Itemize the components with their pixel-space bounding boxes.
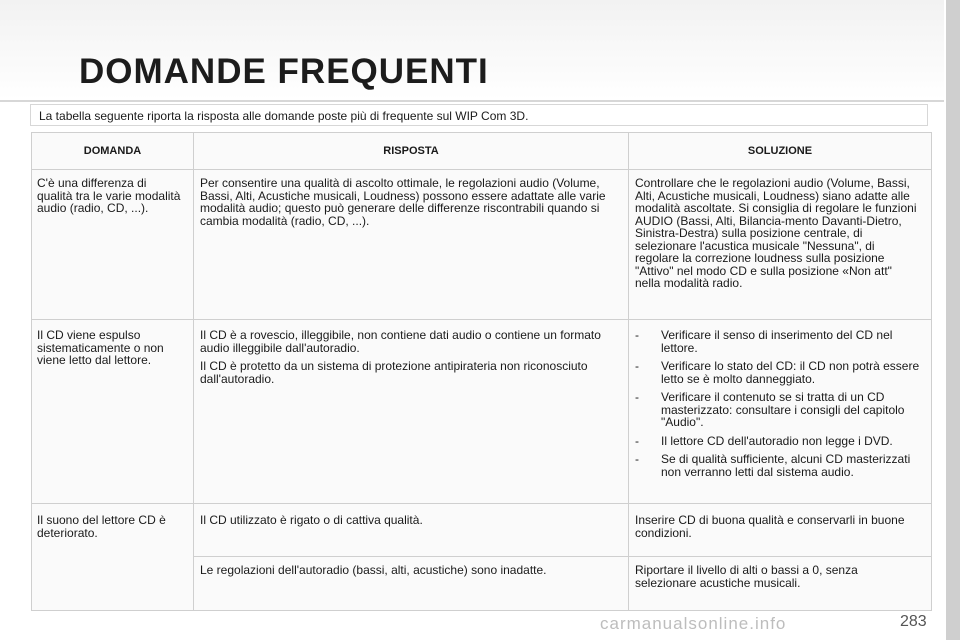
row-divider: [32, 503, 931, 504]
header-answer: RISPOSTA: [383, 145, 439, 157]
row3-question: Il suono del lettore CD è deteriorato.: [37, 513, 166, 540]
faq-table: [31, 132, 932, 611]
row-divider: [194, 556, 931, 557]
row-divider: [32, 169, 931, 170]
answer-paragraph: Il CD è a rovescio, illeggibile, non contiene dati audio o contiene un formato audio illeggibile dall'autoradio.: [200, 328, 601, 355]
column-divider: [193, 133, 194, 610]
watermark: carmanualsonline.info: [600, 614, 787, 633]
row3-solution-b: Riportare il livello di alti o bassi a 0, senza selezionare acustiche musicali.: [635, 563, 858, 590]
list-item: - Verificare lo stato del CD: il CD non potrà essere letto se è molto danneggiato.: [635, 360, 920, 385]
row3-answer-b: Le regolazioni dell'autoradio (bassi, alti, acustiche) sono inadatte.: [200, 563, 547, 577]
row1-answer: [200, 177, 620, 233]
list-item: - Verificare il senso di inserimento del CD nel lettore.: [635, 329, 920, 354]
answer-paragraph: Per consentire una qualità di ascolto ottimale, le regolazioni audio (Volume, Bassi, Alti, Acustiche musicali, Loudness) possono essere adattate alle varie modalità audio; questo può generare delle differenze riscontrabili quando si cambia modalità (radio, CD, ...).: [200, 176, 606, 228]
header-solution: SOLUZIONE: [747, 145, 813, 157]
row1-solution: Controllare che le regolazioni audio (Volume, Bassi, Alti, Acustiche musicali, Loudness) siano adatte alle modalità ascoltate. Si consiglia di regolare le funzioni AUDIO (Bassi, Alti, Bilancia-mento Davanti-Dietro, Sinistra-Destra) sulla posizione centrale, di selezionare l'acustica musicale "Nessuna", di regolare la correzione loudness sulla posizione "Attivo" nel modo CD e sulla posizione «Non att" nella modalità radio.: [635, 176, 917, 290]
row1-question: C'è una differenza di qualità tra le varie modalità audio (radio, CD, ...).: [37, 176, 181, 215]
list-item: - Verificare il contenuto se si tratta di un CD masterizzato: consultare i consigli del capitolo "Audio".: [635, 391, 920, 429]
list-item: - Il lettore CD dell'autoradio non legge i DVD.: [635, 435, 920, 448]
answer-paragraph: Il CD è protetto da un sistema di protezione antipirateria non riconosciuto dall'autoradio.: [200, 359, 588, 386]
page-number: 283: [900, 613, 927, 630]
row2-question: Il CD viene espulso sistematicamente o non viene letto dal lettore.: [37, 328, 164, 367]
solution-list: [635, 329, 920, 478]
column-divider: [628, 133, 629, 610]
header-question: DOMANDA: [83, 145, 142, 157]
intro-text: La tabella seguente riporta la risposta alle domande poste più di frequente sul WIP Com 3D.: [30, 104, 928, 126]
row3-solution-a: Inserire CD di buona qualità e conservarli in buone condizioni.: [635, 513, 905, 540]
row3-answer-a: Il CD utilizzato è rigato o di cattiva qualità.: [200, 513, 423, 527]
row2-answer: [200, 329, 620, 391]
row2-solution: [635, 329, 920, 484]
list-item: - Se di qualità sufficiente, alcuni CD masterizzati non verranno letti dal sistema audio.: [635, 453, 920, 478]
page-title: DOMANDE FREQUENTI: [79, 52, 489, 91]
header-divider: [0, 100, 944, 102]
page-edge-strip: [946, 0, 960, 640]
row-divider: [32, 319, 931, 320]
